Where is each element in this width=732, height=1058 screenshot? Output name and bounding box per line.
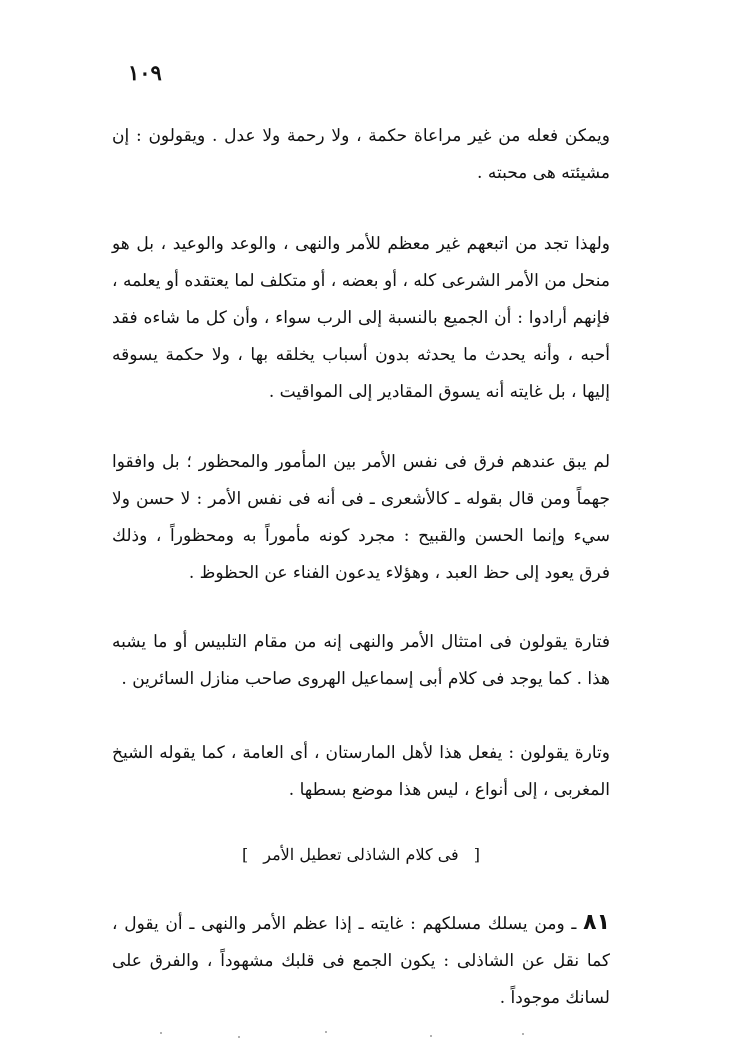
page-number: ١٠٩ xyxy=(128,60,162,85)
paragraph-1: ويمكن فعله من غير مراعاة حكمة ، ولا رحمة ولا عدل . ويقولون : إن مشيئته هى محبته . xyxy=(112,126,610,183)
scan-noise xyxy=(120,1030,600,1040)
scan-speck xyxy=(325,1031,327,1033)
numbered-paragraph xyxy=(112,904,610,1017)
section-heading-text: فى كلام الشاذلى تعطيل الأمر xyxy=(263,845,459,864)
section-bracket-open: [ xyxy=(473,845,481,864)
scan-speck xyxy=(430,1035,432,1037)
section-bracket-close: ] xyxy=(241,845,249,864)
scan-speck xyxy=(160,1032,162,1034)
paragraph-5: وتارة يقولون : يفعل هذا لأهل المارستان ، أى العامة ، كما يقوله الشيخ المغربى ، إلى أنواع ، ليس هذا موضع بسطها . xyxy=(112,743,610,800)
paragraph-4: فتارة يقولون فى امتثال الأمر والنهى إنه من مقام التلبيس أو ما يشبه هذا . كما يوجد فى كلام أبى إسماعيل الهروى صاحب منازل السائرين . xyxy=(112,632,610,689)
scan-speck xyxy=(238,1036,240,1038)
scan-speck xyxy=(522,1033,524,1035)
paragraph-3: لم يبق عندهم فرق فى نفس الأمر بين المأمور والمحظور ؛ بل وافقوا جهماً ومن قال بقوله ـ كالأشعرى ـ فى أنه فى نفس الأمر : لا حسن ولا سيء وإنما الحسن والقبيح : مجرد كونه مأموراً به ومحظوراً ، وذلك فرق يعود إلى حظ العبد ، وهؤلاء يدعون الفناء عن الحظوظ . xyxy=(112,452,610,583)
section-heading xyxy=(112,840,610,870)
paragraph-number: ٨١ xyxy=(583,910,610,935)
paragraph-2: ولهذا تجد من اتبعهم غير معظم للأمر والنهى ، والوعد والوعيد ، بل هو منحل من الأمر الشرعى كله ، أو بعضه ، أو متكلف لما يعتقده أو يعلمه ، فإنهم أرادوا : أن الجميع بالنسبة إلى الرب سواء ، وأن كل ما شاءه فقد أحبه ، وأنه يحدث ما يحدثه بدون أسباب يخلقه بها ، ولا حكمة يسوقه إليها ، بل غايته أنه يسوق المقادير إلى المواقيت . xyxy=(112,234,610,402)
numbered-paragraph-text: ـ ومن يسلك مسلكهم : غايته ـ إذا عظم الأمر والنهى ـ أن يقول ، كما نقل عن الشاذلى : يكون الجمع فى قلبك مشهوداً ، والفرق على لسانك موجوداً . xyxy=(112,914,610,1008)
